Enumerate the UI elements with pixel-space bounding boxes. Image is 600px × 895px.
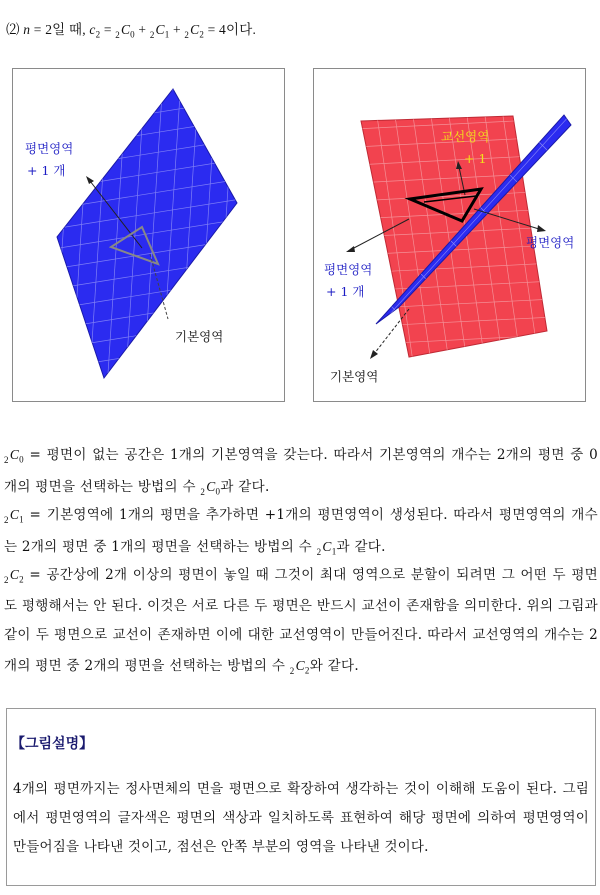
comb-sub: 1 [164, 29, 170, 40]
comb-pre: 2 [4, 455, 9, 465]
comb-C: C [9, 507, 20, 522]
plane-region-right-label: 평면영역 [526, 235, 575, 250]
base-region-label: 기본영역 [175, 329, 224, 344]
comb-pre: 2 [4, 515, 9, 525]
paragraph-c0 [4, 440, 598, 503]
figure-two-planes [313, 68, 586, 402]
plane-region-count: + 1 개 [27, 163, 66, 178]
explanation-title: 【그림설명】 [11, 736, 94, 752]
paragraph-c0-tail: 과 같다. [220, 478, 270, 495]
plane-region-left-count: + 1 개 [326, 284, 365, 299]
c-subscript: 2 [95, 29, 101, 40]
arrowhead [86, 176, 94, 184]
comb-pre: 2 [289, 665, 295, 676]
arrowhead [537, 225, 546, 232]
comb-pre: 2 [115, 30, 120, 40]
paragraph-c2-tail: 와 같다. [309, 657, 359, 674]
header-tail: = 4이다. [204, 22, 257, 37]
header-formula-line [6, 20, 596, 41]
paragraph-c1-tail: 과 같다. [336, 538, 386, 555]
var-n: n [23, 22, 31, 37]
paragraph-c1-text: = 기본영역에 1개의 평면을 추가하면 +1개의 평면영역이 생성된다. 따라서 평면영역의 개수는 2개의 평면 중 1개의 평면을 선택하는 방법의 수 [4, 507, 598, 555]
paragraph-c2 [4, 560, 598, 682]
comb-sub: 0 [130, 29, 135, 40]
comb-sub: 2 [199, 29, 205, 40]
comb-C: C [155, 22, 165, 37]
comb-C: C [120, 22, 131, 37]
arrowhead [370, 350, 378, 359]
comb-pre: 2 [200, 486, 206, 497]
comb-sub: 0 [215, 486, 221, 497]
comb-pre: 2 [149, 30, 155, 40]
comb-sub: 0 [19, 454, 24, 465]
figure-one-plane [12, 68, 285, 402]
circled-number: ⑵ [6, 22, 20, 37]
comb-pre: 2 [184, 30, 190, 40]
equals: = [100, 22, 116, 37]
comb-sub: 2 [304, 665, 310, 676]
explanation-text: 4개의 평면까지는 정사면체의 면을 평면으로 확장하여 생각하는 것이 이해해 도움이 된다. 그림에서 평면영역의 글자색은 평면의 색상과 일치하도록 표현하여 해당 평면에 의하여 평면영역이 만들어짐을 나타낸 것이고, 점선은 안쪽 부분의 영역을 나타낸 것이다. [13, 781, 589, 855]
figure-explanation-box [6, 708, 596, 886]
comb-sub: 1 [331, 546, 337, 557]
plus: + [134, 22, 150, 37]
comb-pre: 2 [4, 575, 9, 585]
paragraph-c2-text: = 공간상에 2개 이상의 평면이 놓일 때 그것이 최대 영역으로 분할이 되려면 그 어떤 두 평면도 평행해서는 안 된다. 이것은 서로 다른 두 평면은 반드시 교선이 존재함을 의미한다. 위의 그림과 같이 두 평면으로 교선이 존재하면 이에 대한 교선영역이 만들어진다. 따라서 교선영역의 개수는 2개의 평면 중 2개의 평면을 선택하는 방법의 수 [4, 567, 598, 674]
comb-C: C [190, 22, 200, 37]
one-plane-diagram [13, 69, 284, 401]
comb-C: C [206, 478, 216, 494]
header-text: = 2일 때, [30, 22, 90, 37]
plus: + [169, 22, 185, 37]
base-region-label: 기본영역 [330, 369, 379, 384]
comb-sub: 1 [19, 514, 24, 525]
arrowhead [346, 246, 355, 252]
var-c: c [89, 22, 96, 37]
comb-sub: 2 [19, 574, 24, 585]
plane-region-label: 평면영역 [25, 141, 74, 156]
comb-C: C [9, 447, 20, 462]
comb-pre: 2 [316, 546, 322, 557]
comb-C: C [9, 567, 20, 582]
paragraph-c1 [4, 500, 598, 563]
comb-C: C [295, 657, 305, 673]
intersection-region-label: 교선영역 [441, 129, 490, 144]
paragraph-c0-text: = 평면이 없는 공간은 1개의 기본영역을 갖는다. 따라서 기본영역의 개수는 2개의 평면 중 0개의 평면을 선택하는 방법의 수 [4, 447, 598, 495]
comb-C: C [322, 538, 332, 554]
intersection-region-count: + 1 [464, 151, 487, 166]
plane-region-left-label: 평면영역 [324, 262, 373, 277]
